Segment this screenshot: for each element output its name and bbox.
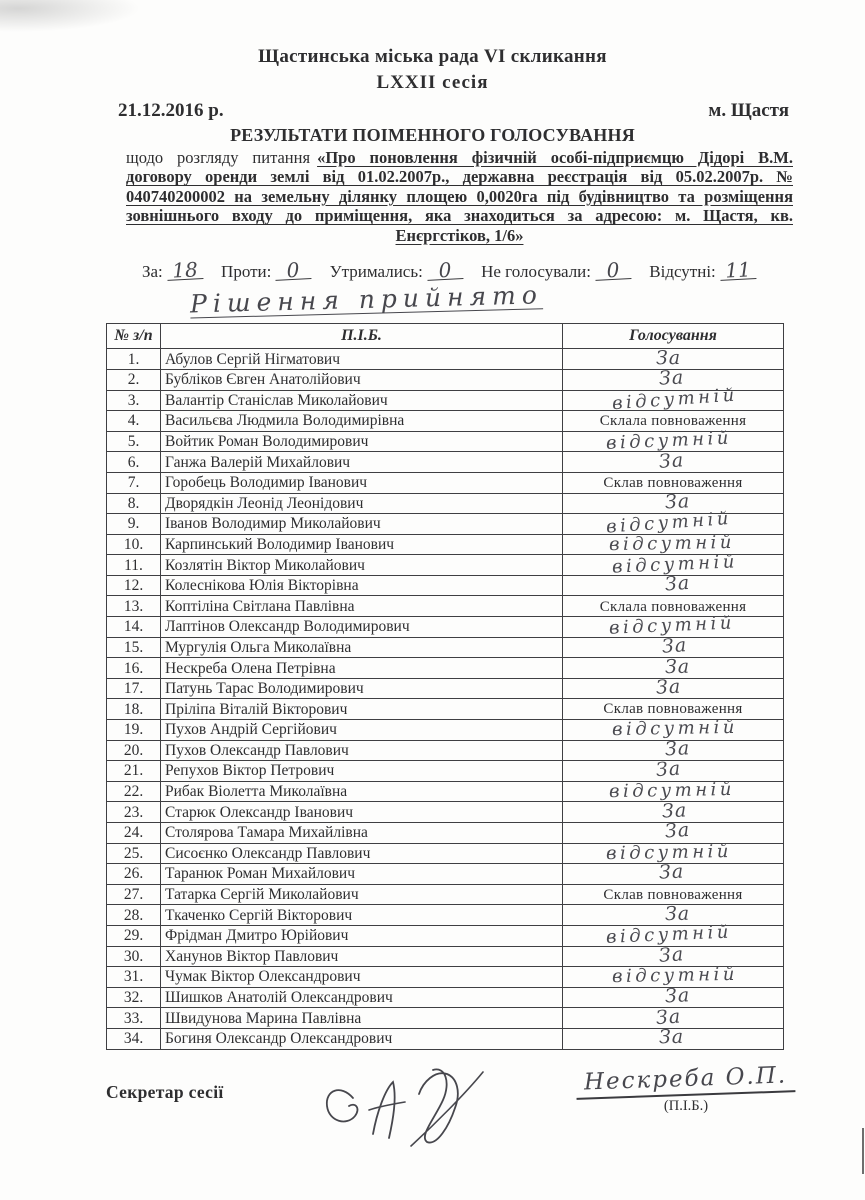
row-number: 22.	[107, 781, 161, 802]
tally-absent-value: 11	[719, 260, 756, 281]
row-number: 23.	[107, 802, 161, 823]
table-row	[107, 411, 784, 432]
member-name: Горобець Володимир Іванович	[161, 472, 563, 493]
member-name: Колеснікова Юлія Вікторівна	[161, 575, 563, 596]
tally-against-label: Проти:	[221, 262, 272, 282]
row-number: 1.	[107, 349, 161, 370]
member-name: Коптіліна Світлана Павлівна	[161, 596, 563, 617]
row-number: 10.	[107, 534, 161, 555]
document-footer	[106, 1061, 815, 1150]
vote-value: За	[655, 675, 683, 699]
row-number: 34.	[107, 1028, 161, 1049]
row-number: 7.	[107, 472, 161, 493]
vote-value: За	[658, 366, 686, 390]
member-name: Нескреба Олена Петрівна	[161, 658, 563, 679]
vote-value: За	[658, 943, 686, 967]
vote-value: відсутній	[608, 612, 736, 640]
row-number: 24.	[107, 823, 161, 844]
subject-quoted-text: «Про поновлення фізичній особі-підприємцю Дідорі В.М. договору оренди землі від 01.02.2007р., державна реєстрація від 05.02.2007р. № 040740200002 на земельну ділянку площею 0,0020га під будівництво та розміщення зовнішнього входу до приміщення, яка знаходиться за адресою: м. Щастя, кв. Енєргстіков, 1/6»	[126, 148, 793, 245]
vote-value: За	[655, 757, 683, 782]
header-name: П.І.Б.	[161, 324, 563, 349]
table-row	[107, 575, 784, 596]
tally-abstained-label: Утримались:	[329, 262, 423, 282]
member-name: Ханунов Віктор Павлович	[161, 946, 563, 967]
tally-line	[142, 257, 865, 283]
vote-value: За	[665, 655, 691, 678]
table-row	[107, 1028, 784, 1049]
secretary-signature	[315, 1064, 505, 1150]
header-number: № з/п	[107, 324, 161, 349]
table-row	[107, 761, 784, 782]
member-name: Таранюк Роман Михайлович	[161, 864, 563, 885]
table-row	[107, 534, 784, 555]
scan-smudge	[0, 0, 150, 34]
vote-value: відсутній	[611, 550, 739, 578]
vote-value: За	[665, 902, 691, 925]
row-number: 29.	[107, 925, 161, 946]
table-row	[107, 946, 784, 967]
member-name: Рибак Віолетта Миколаївна	[161, 781, 563, 802]
member-name: Пухов Андрій Сергійович	[161, 720, 563, 741]
row-number: 3.	[107, 390, 161, 411]
row-number: 33.	[107, 1008, 161, 1029]
member-name: Чумак Віктор Олександрович	[161, 967, 563, 988]
voting-table	[106, 323, 784, 1049]
vote-value: відсутній	[605, 508, 733, 539]
member-name: Лаптінов Олександр Володимирович	[161, 617, 563, 638]
member-name: Пухов Олександр Павлович	[161, 740, 563, 761]
row-number: 30.	[107, 946, 161, 967]
table-row	[107, 864, 784, 885]
vote-value: відсутній	[605, 921, 733, 949]
pib-label: (П.І.Б.)	[663, 1097, 709, 1114]
row-number: 6.	[107, 452, 161, 473]
signature-name-block	[557, 1061, 815, 1115]
table-row	[107, 823, 784, 844]
subject-prefix: щодо розгляду питання	[126, 148, 311, 167]
member-name: Абулов Сергій Нігматович	[161, 349, 563, 370]
document-city: м. Щастя	[708, 100, 789, 121]
vote-value: відсутній	[608, 778, 736, 803]
vote-value: За	[656, 346, 682, 369]
row-number: 12.	[107, 575, 161, 596]
member-name: Валантір Станіслав Миколайович	[161, 390, 563, 411]
row-number: 8.	[107, 493, 161, 514]
row-number: 26.	[107, 864, 161, 885]
member-name: Столярова Тамара Михайлівна	[161, 823, 563, 844]
table-row	[107, 987, 784, 1008]
document-date: 21.12.2016 р.	[118, 100, 224, 121]
member-name: Васильєва Людмила Володимирівна	[161, 411, 563, 432]
vote-value: За	[664, 819, 692, 843]
table-header-row	[107, 324, 784, 349]
table-row	[107, 637, 784, 658]
row-number: 27.	[107, 884, 161, 905]
table-row	[107, 740, 784, 761]
member-name: Іванов Володимир Миколайович	[161, 514, 563, 535]
secretary-label: Секретар сесії	[106, 1081, 224, 1102]
vote-value: відсутній	[605, 840, 733, 865]
table-row	[107, 596, 784, 617]
members-table-body	[107, 346, 784, 1049]
member-name: Татарка Сергій Миколайович	[161, 884, 563, 905]
document-header	[0, 46, 865, 94]
table-row	[107, 658, 784, 679]
vote-value: Склав повноваження	[603, 474, 743, 491]
signature-area	[264, 1064, 557, 1150]
table-row	[107, 699, 784, 720]
member-name: Богиня Олександр Олександрович	[161, 1028, 563, 1049]
signature-name-handwritten: Нескреба О.П.	[576, 1062, 796, 1100]
row-number: 16.	[107, 658, 161, 679]
tally-against-value: 0	[275, 260, 312, 281]
row-number: 9.	[107, 514, 161, 535]
scan-edge-artifact	[862, 1128, 864, 1174]
member-name: Репухов Віктор Петрович	[161, 761, 563, 782]
vote-value: відсутній	[608, 531, 736, 556]
row-number: 17.	[107, 678, 161, 699]
member-name: Патунь Тарас Володимирович	[161, 678, 563, 699]
row-number: 14.	[107, 617, 161, 638]
row-number: 21.	[107, 761, 161, 782]
vote-value: За	[664, 490, 692, 514]
member-name: Ганжа Валерій Михайлович	[161, 452, 563, 473]
tally-for-label: За:	[142, 262, 163, 282]
vote-value: відсутній	[611, 964, 739, 988]
table-row	[107, 905, 784, 926]
row-number: 4.	[107, 411, 161, 432]
member-name: Старюк Олександр Іванович	[161, 802, 563, 823]
member-name: Войтик Роман Володимирович	[161, 431, 563, 452]
row-number: 19.	[107, 720, 161, 741]
row-number: 18.	[107, 699, 161, 720]
vote-value: Склала повноваження	[599, 413, 747, 430]
vote-value: За	[658, 448, 686, 473]
vote-value: За	[664, 984, 692, 1008]
vote-value: За	[664, 571, 692, 596]
tally-abstained-value: 0	[426, 260, 463, 281]
table-row	[107, 678, 784, 699]
table-row	[107, 514, 784, 535]
vote-value: відсутній	[611, 717, 739, 741]
session-number: LXXII сесія	[376, 72, 489, 93]
council-title: Щастинська міська рада VI скликання	[258, 46, 607, 67]
vote-value: За	[655, 1005, 683, 1029]
table-row	[107, 369, 784, 390]
row-number: 11.	[107, 555, 161, 576]
row-number: 31.	[107, 967, 161, 988]
member-name: Пріліпа Віталій Вікторович	[161, 699, 563, 720]
row-number: 2.	[107, 369, 161, 390]
vote-value: За	[659, 1026, 685, 1049]
vote-value: За	[661, 633, 689, 658]
row-number: 28.	[107, 905, 161, 926]
member-name: Дворядкін Леонід Леонідович	[161, 493, 563, 514]
member-name: Мургулія Ольга Миколаївна	[161, 637, 563, 658]
table-row	[107, 452, 784, 473]
member-name: Швидунова Марина Павлівна	[161, 1008, 563, 1029]
table-row	[107, 884, 784, 905]
member-name: Фрідман Дмитро Юрійович	[161, 925, 563, 946]
vote-value: За	[664, 737, 692, 761]
vote-value: Склав повноваження	[603, 886, 743, 903]
vote-value: відсутній	[611, 384, 739, 415]
row-number: 13.	[107, 596, 161, 617]
date-place-row	[118, 100, 789, 122]
tally-for-value: 18	[166, 260, 203, 281]
row-number: 15.	[107, 637, 161, 658]
row-number: 5.	[107, 431, 161, 452]
tally-notvoted-value: 0	[595, 260, 632, 281]
row-number: 20.	[107, 740, 161, 761]
vote-value: Склала повноваження	[599, 598, 747, 615]
vote-value: відсутній	[605, 427, 733, 454]
tally-notvoted-label: Не голосували:	[481, 262, 592, 282]
member-name: Козлятін Віктор Миколайович	[161, 555, 563, 576]
decision-handwritten: Рішення прийнято	[189, 280, 544, 319]
row-number: 32.	[107, 987, 161, 1008]
subject-paragraph	[126, 148, 793, 245]
vote-value: За	[661, 799, 689, 823]
member-name: Бубліков Євген Анатолійович	[161, 369, 563, 390]
member-name: Карпинський Володимир Іванович	[161, 534, 563, 555]
tally-absent-label: Відсутні:	[649, 262, 716, 282]
row-number: 25.	[107, 843, 161, 864]
table-row	[107, 390, 784, 411]
member-name: Шишков Анатолій Олександрович	[161, 987, 563, 1008]
vote-value: За	[658, 860, 686, 885]
header-vote: Голосування	[563, 324, 784, 349]
vote-value: Склав повноваження	[603, 701, 743, 718]
member-name: Ткаченко Сергій Вікторович	[161, 905, 563, 926]
results-title: РЕЗУЛЬТАТИ ПОІМЕННОГО ГОЛОСУВАННЯ	[230, 125, 635, 145]
member-name: Сисоєнко Олександр Павлович	[161, 843, 563, 864]
